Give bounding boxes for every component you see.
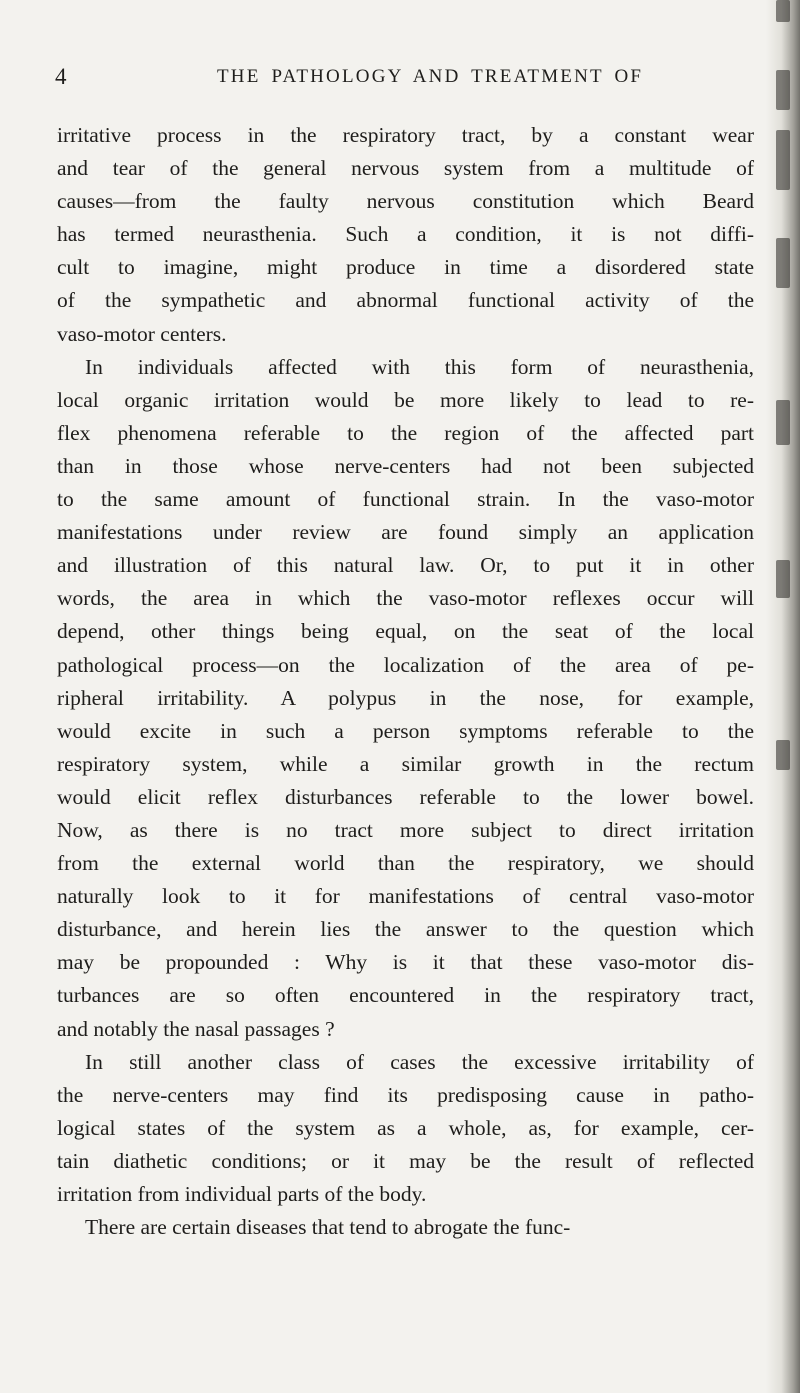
text-line: to the same amount of functional strain. In the vaso-motor: [57, 487, 754, 512]
text-line: cult to imagine, might produce in time a disordered state: [57, 255, 754, 280]
text-line: respiratory system, while a similar growth in the rectum: [57, 751, 754, 776]
text-line: and illustration of this natural law. Or, to put it in other: [57, 553, 754, 578]
text-line: and notably the nasal passages ?: [57, 1016, 335, 1041]
page-header: [55, 64, 755, 98]
text-line: disturbance, and herein lies the answer to the question which: [57, 917, 754, 942]
running-title: THE PATHOLOGY AND TREATMENT OF: [217, 66, 644, 87]
text-line: tain diathetic conditions; or it may be the result of reflected: [57, 1148, 754, 1173]
text-line: In still another class of cases the excessive irritability of: [85, 1049, 754, 1074]
text-line: of the sympathetic and abnormal functional activity of the: [57, 288, 754, 313]
text-line: than in those whose nerve-centers had not been subjected: [57, 453, 754, 478]
text-line: from the external world than the respiratory, we should: [57, 851, 754, 876]
text-line: flex phenomena referable to the region of the affected part: [57, 420, 754, 445]
text-line: manifestations under review are found simply an application: [57, 520, 754, 545]
text-line: would elicit reflex disturbances referable to the lower bowel.: [57, 784, 754, 809]
text-line: vaso-motor centers.: [57, 321, 227, 346]
text-line: depend, other things being equal, on the seat of the local: [57, 619, 754, 644]
text-line: ripheral irritability. A polypus in the nose, for example,: [57, 685, 754, 710]
text-line: turbances are so often encountered in the respiratory tract,: [57, 983, 754, 1008]
text-line: pathological process—on the localization of the area of pe-: [57, 652, 754, 677]
text-line: logical states of the system as a whole, as, for example, cer-: [57, 1115, 754, 1140]
edge-mark: [776, 740, 790, 770]
text-line: In individuals affected with this form of neurasthenia,: [85, 354, 754, 379]
edge-mark: [776, 238, 790, 288]
text-line: would excite in such a person symptoms referable to the: [57, 718, 754, 743]
text-line: causes—from the faulty nervous constitution which Beard: [57, 189, 754, 214]
edge-mark: [776, 130, 790, 190]
text-line: and tear of the general nervous system from a multitude of: [57, 156, 754, 181]
page-edge-shadow: [766, 0, 800, 1393]
text-line: Now, as there is no tract more subject to direct irritation: [57, 817, 754, 842]
text-line: irritation from individual parts of the body.: [57, 1182, 427, 1206]
edge-mark: [776, 0, 790, 22]
page-number: 4: [55, 64, 67, 89]
text-line: has termed neurasthenia. Such a condition, it is not diffi-: [57, 222, 754, 247]
text-line: local organic irritation would be more likely to lead to re-: [57, 387, 754, 412]
text-line: may be propounded : Why is it that these vaso-motor dis-: [57, 950, 754, 975]
edge-mark: [776, 560, 790, 598]
text-line: words, the area in which the vaso-motor reflexes occur will: [57, 586, 754, 611]
text-line: the nerve-centers may find its predisposing cause in patho-: [57, 1082, 754, 1107]
edge-mark: [776, 70, 790, 110]
text-line: irritative process in the respiratory tract, by a constant wear: [57, 123, 754, 147]
body-text: [57, 119, 754, 1244]
text-line: naturally look to it for manifestations of central vaso-motor: [57, 884, 754, 909]
text-line: There are certain diseases that tend to abrogate the func-: [85, 1215, 571, 1240]
edge-mark: [776, 400, 790, 445]
